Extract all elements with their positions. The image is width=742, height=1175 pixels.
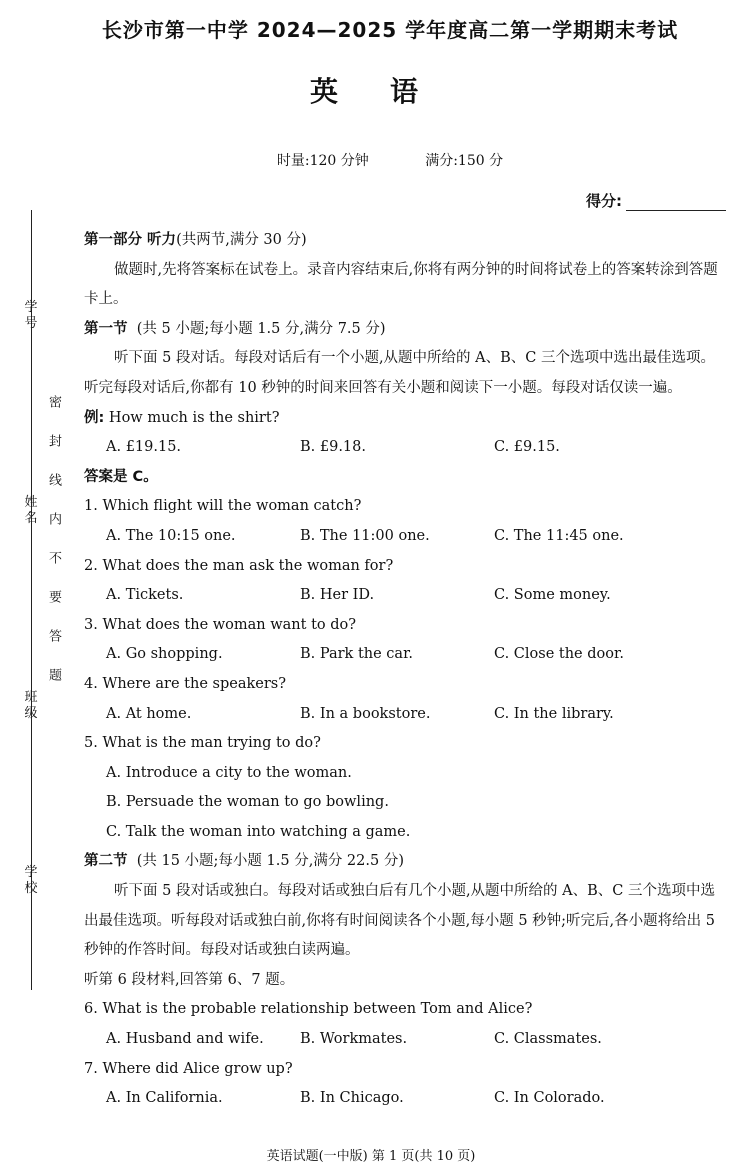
question-6: 6. What is the probable relationship between Tom and Alice?	[84, 1001, 533, 1018]
option-c: C. The 11:45 one.	[494, 527, 624, 544]
score-label: 得分:	[586, 192, 622, 210]
name-label: 姓名	[24, 495, 38, 526]
example-options	[84, 433, 728, 463]
option-c: C. In Colorado.	[494, 1090, 605, 1107]
full-score: 满分:150 分	[425, 153, 504, 169]
example-question	[84, 404, 728, 434]
question-5-option-c: C. Talk the woman into watching a game.	[106, 823, 411, 840]
part1-title: 第一部分 听力	[84, 232, 177, 248]
option-b: B. The 11:00 one.	[300, 527, 430, 544]
option-a: A. In California.	[106, 1090, 223, 1107]
option-b: B. Park the car.	[300, 646, 414, 663]
option-a: A. Tickets.	[106, 587, 184, 604]
time-limit: 时量:120 分钟	[276, 153, 369, 169]
option-a: A. Go shopping.	[106, 646, 223, 663]
class-label: 班级	[24, 690, 38, 721]
exam-meta	[80, 150, 700, 170]
section1-instructions: 听下面 5 段对话。每段对话后有一个小题,从题中所给的 A、B、C 三个选项中选出最佳选项。听完每段对话后,你都有 10 秒钟的时间来回答有关小题和阅读下一小题。每段对话仅读一遍。	[84, 350, 715, 396]
example-label: 例:	[84, 409, 105, 426]
section2-title: 第二节	[84, 853, 128, 870]
option-a: A. £19.15.	[106, 439, 182, 456]
question-4-options	[84, 700, 728, 730]
question-3: 3. What does the woman want to do?	[84, 616, 357, 633]
part1-heading	[84, 226, 728, 256]
option-a: A. Husband and wife.	[106, 1031, 264, 1048]
question-5: 5. What is the man trying to do?	[84, 735, 321, 752]
school-label: 学校	[24, 865, 38, 896]
section1-heading	[84, 315, 728, 345]
section2-instructions: 听下面 5 段对话或独白。每段对话或独白后有几个小题,从题中所给的 A、B、C 三个选项中选出最佳选项。听每段对话或独白前,你将有时间阅读各个小题,每小题 5 秒钟;听完后,各小题将给出 5 秒钟的作答时间。每段对话或独白读两遍。	[84, 883, 715, 959]
option-c: C. Some money.	[494, 587, 611, 604]
question-1-options	[84, 522, 728, 552]
question-5-option-b: B. Persuade the woman to go bowling.	[106, 794, 389, 811]
option-b: B. In Chicago.	[300, 1090, 404, 1107]
exam-content	[84, 226, 728, 1114]
question-7: 7. Where did Alice grow up?	[84, 1060, 293, 1077]
school-field	[20, 865, 42, 897]
question-5-option-a: A. Introduce a city to the woman.	[106, 764, 352, 781]
score-box	[586, 190, 726, 211]
page-footer: 英语试题(一中版) 第 1 页(共 10 页)	[266, 1149, 476, 1164]
option-c: C. In the library.	[494, 705, 614, 722]
section1-title: 第一节	[84, 320, 128, 337]
question-1: 1. Which flight will the woman catch?	[84, 498, 362, 515]
option-b: B. £9.18.	[300, 439, 366, 456]
question-6-options	[84, 1025, 728, 1055]
option-b: B. Workmates.	[300, 1031, 408, 1048]
seal-notice: 密封线内不要答题	[46, 395, 61, 707]
material-6: 听第 6 段材料,回答第 6、7 题。	[84, 971, 295, 988]
question-2: 2. What does the man ask the woman for?	[84, 557, 394, 574]
option-c: C. Classmates.	[494, 1031, 602, 1048]
part1-intro: 做题时,先将答案标在试卷上。录音内容结束后,你将有两分钟的时间将试卷上的答案转涂到答题卡上。	[84, 261, 718, 308]
student-id-field	[20, 300, 42, 332]
exam-title: 长沙市第一中学 2024—2025 学年度高二第一学期期末考试	[101, 18, 679, 42]
question-7-options	[84, 1084, 728, 1114]
option-c: C. £9.15.	[494, 439, 560, 456]
example-answer: 答案是 C。	[84, 468, 158, 485]
question-2-options	[84, 581, 728, 611]
option-c: C. Close the door.	[494, 646, 624, 663]
question-4: 4. Where are the speakers?	[84, 675, 286, 692]
section1-note: (共 5 小题;每小题 1.5 分,满分 7.5 分)	[136, 320, 386, 337]
student-id-label: 学号	[24, 300, 38, 331]
example-text: How much is the shirt?	[108, 409, 280, 426]
section2-heading	[84, 847, 728, 877]
option-b: B. In a bookstore.	[300, 705, 431, 722]
subject-title: 英语	[309, 75, 470, 108]
score-blank[interactable]	[626, 196, 726, 211]
option-a: A. At home.	[106, 705, 192, 722]
section2-note: (共 15 小题;每小题 1.5 分,满分 22.5 分)	[136, 853, 404, 870]
question-3-options	[84, 640, 728, 670]
option-a: A. The 10:15 one.	[106, 527, 236, 544]
option-b: B. Her ID.	[300, 587, 375, 604]
part1-note: (共两节,满分 30 分)	[176, 232, 307, 248]
